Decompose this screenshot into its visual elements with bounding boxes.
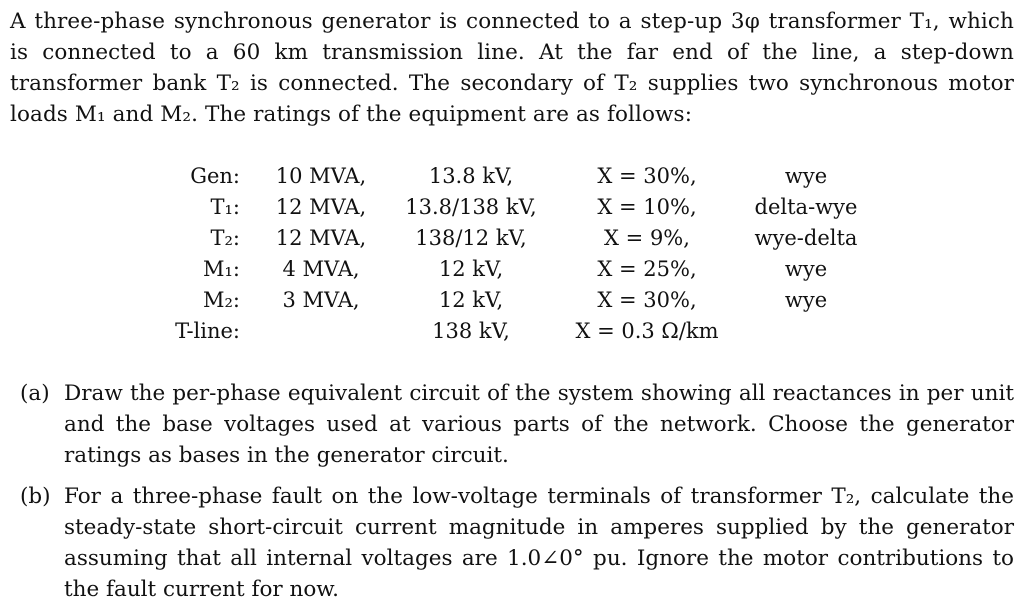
ratings-row-gen: [10, 161, 1014, 192]
problem-statement: [10, 6, 1014, 602]
equipment-name: Gen:: [190, 164, 240, 188]
reactance-rating: X = 25%,: [597, 257, 697, 281]
reactance-rating: X = 10%,: [597, 195, 697, 219]
voltage-rating: 138/12 kV,: [415, 226, 527, 250]
question-part-b: [10, 481, 1014, 605]
voltage-rating: 138 kV,: [432, 319, 510, 343]
ratings-row-t2: [10, 223, 1014, 254]
connection-type: wye: [784, 164, 828, 188]
mva-rating: 12 MVA,: [275, 195, 367, 219]
part-label: (b): [20, 484, 51, 509]
equipment-name: T₂:: [210, 226, 240, 250]
mva-rating: 4 MVA,: [282, 257, 360, 281]
ratings-row-t1: [10, 192, 1014, 223]
ratings-row-m1: [10, 254, 1014, 285]
reactance-rating: X = 30%,: [597, 164, 697, 188]
part-text: Draw the per-phase equivalent circuit of the system showing all reactances in per unit and the base voltages used at various parts of the network. Choose the generator ratings as bases in the generator circuit.: [64, 381, 1014, 468]
voltage-rating: 12 kV,: [438, 257, 504, 281]
question-part-a: [10, 378, 1014, 471]
mva-rating: 12 MVA,: [275, 226, 367, 250]
part-text: For a three-phase fault on the low-voltage terminals of transformer T₂, calculate the steady-state short-circuit current magnitude in amperes supplied by the generator assuming that all internal voltages are 1.0∠0° pu. Ignore the motor contributions to the fault current for now.: [64, 484, 1014, 602]
equipment-name: T₁:: [210, 195, 240, 219]
equipment-ratings-table: [10, 161, 1014, 347]
mva-rating: 3 MVA,: [282, 288, 360, 312]
connection-type: delta-wye: [754, 195, 858, 219]
equipment-name: M₂:: [203, 288, 240, 312]
question-parts: [10, 378, 1014, 605]
equipment-name: T-line:: [175, 319, 240, 343]
problem-intro: A three-phase synchronous generator is connected to a step-up 3φ transformer T₁, which is connected to a 60 km transmission line. At the far end of the line, a step-down transformer bank T₂ is connected. The secondary of T₂ supplies two synchronous motor loads M₁ and M₂. The ratings of the equipment are as follows:: [10, 9, 1014, 127]
reactance-rating: X = 0.3 Ω/km: [575, 319, 719, 343]
mva-rating: 10 MVA,: [275, 164, 367, 188]
connection-type: wye: [784, 288, 828, 312]
reactance-rating: X = 9%,: [604, 226, 690, 250]
connection-type: wye-delta: [754, 226, 858, 250]
part-label: (a): [20, 381, 50, 406]
connection-type: wye: [784, 257, 828, 281]
equipment-name: M₁:: [203, 257, 240, 281]
reactance-rating: X = 30%,: [597, 288, 697, 312]
voltage-rating: 13.8/138 kV,: [405, 195, 537, 219]
ratings-row-m2: [10, 285, 1014, 316]
voltage-rating: 12 kV,: [438, 288, 504, 312]
ratings-row-tline: [10, 316, 1014, 347]
voltage-rating: 13.8 kV,: [428, 164, 514, 188]
